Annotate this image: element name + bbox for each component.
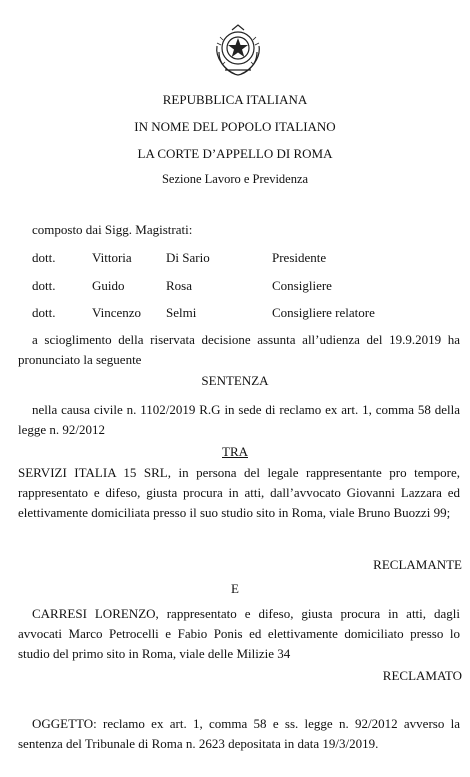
judge-role: Presidente [272, 250, 327, 265]
judge-title: dott. [32, 278, 56, 293]
between-heading: TRA [222, 444, 248, 459]
sentence-heading: SENTENZA [201, 373, 269, 388]
party2-role: RECLAMATO [382, 668, 462, 683]
party1-paragraph: SERVIZI ITALIA 15 SRL, in persona del legale rappresentante pro tempore, rappresentato e difeso, giusta procura in atti, dall’avvocato Giovanni Lazzara ed elettivamente domiciliata presso il suo studio sito in Roma, viale Bruno Buozzi 99; [18, 465, 460, 520]
judge-role: Consigliere [272, 278, 332, 293]
judge-last-name: Di Sario [166, 250, 210, 265]
header-republic: REPUBBLICA ITALIANA [162, 92, 308, 107]
header-court: LA CORTE D’APPELLO DI ROMA [137, 146, 333, 161]
judge-first-name: Guido [92, 278, 125, 293]
judge-first-name: Vittoria [92, 250, 132, 265]
judge-last-name: Rosa [166, 278, 192, 293]
case-paragraph: nella causa civile n. 1102/2019 R.G in sede di reclamo ex art. 1, comma 58 della legge n. 92/2012 [18, 402, 460, 437]
resolution-paragraph: a scioglimento della riservata decisione assunta all’udienza del 19.9.2019 ha pronunciato la seguente [18, 332, 460, 367]
composition-intro: composto dai Sigg. Magistrati: [32, 222, 193, 237]
judge-last-name: Selmi [166, 305, 197, 320]
party1-role: RECLAMANTE [373, 557, 462, 572]
and-separator: E [231, 581, 239, 596]
header-section: Sezione Lavoro e Previdenza [161, 172, 309, 186]
party2-paragraph: CARRESI LORENZO, rappresentato e difeso, giusta procura in atti, dagli avvocati Marco Petrocelli e Fabio Ponis ed elettivamente domiciliato presso lo studio del primo sito in Roma, viale delle Milizie 34 [18, 606, 460, 661]
object-paragraph: OGGETTO: reclamo ex art. 1, comma 58 e ss. legge n. 92/2012 avverso la sentenza del Tribunale di Roma n. 2623 depositata in data 19/3/2019. [18, 716, 460, 751]
header-people: IN NOME DEL POPOLO ITALIANO [134, 119, 336, 134]
judge-title: dott. [32, 305, 56, 320]
judge-title: dott. [32, 250, 56, 265]
judge-first-name: Vincenzo [92, 305, 142, 320]
judge-role: Consigliere relatore [272, 305, 375, 320]
italian-republic-emblem-icon [213, 22, 263, 78]
